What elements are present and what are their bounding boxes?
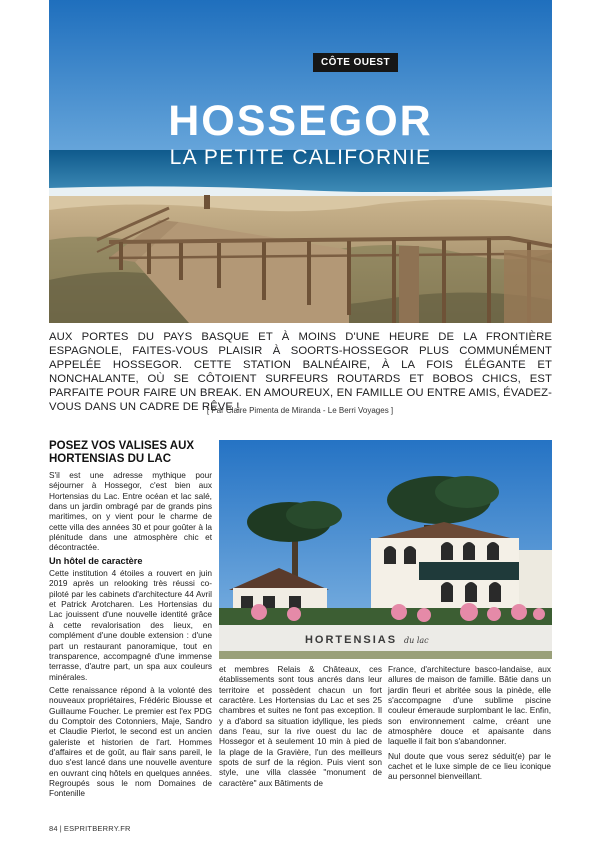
page-subtitle: LA PETITE CALIFORNIE <box>169 146 432 169</box>
article-subheading: Un hôtel de caractère <box>49 555 143 566</box>
page-title: HOSSEGOR <box>168 97 433 145</box>
section-badge: CÔTE OUEST <box>313 53 398 72</box>
intro-text: AUX PORTES DU PAYS BASQUE ET À MOINS D'UNE HEURE DE LA FRONTIÈRE ESPAGNOLE, FAITES-VOUS PLAISIR À SOORTS-HOSSEGOR PLUS COMMUNÉMENT APPELÉE HOSSEGOR. CETTE STATION BALNÉAIRE, À LA FOIS ÉLÉGANTE ET NONCHALANTE, OÙ SE CÔTOIENT SURFEURS ROUTARDS ET BOBOS CHICS, EST PARFAITE POUR FAIRE UN BREAK. EN AMOUREUX, EN FAMILLE OU ENTRE AMIS, ÉVADEZ-VOUS DANS UN CADRE DE RÊVE ! <box>49 331 552 414</box>
article-paragraph: et membres Relais & Châteaux, ces établissements sont tous ancrés dans leur territoire et possèdent chacun un fort caractère. Les Hortensias du Lac et ses 25 chambres et suites ne font pas exception. Il y a d'abord sa situation idyllique, les pieds dans l'eau, sur la rive ouest du lac de Hossegor et à seulement 10 min à pied de la plage de la Gravière, l'un des meilleurs spots de surf de la région. Puis vient son style, une villa classée "monument de caractère" aux Bâtiments de <box>219 664 382 788</box>
hotel-sign-text: HORTENSIAS <box>304 634 398 646</box>
author-credit: [ Par Claire Pimenta de Miranda - Le Berri Voyages ] <box>206 406 394 415</box>
intro-lead <box>49 330 552 415</box>
footer-site: ESPRITBERRY.FR <box>63 824 131 833</box>
section-heading: POSEZ VOS VALISES AUX HORTENSIAS DU LAC <box>49 440 195 465</box>
article-column-1 <box>49 440 212 799</box>
article-paragraph: S'il est une adresse mythique pour séjourner à Hossegor, c'est bien aux Hortensias du Lac. Entre océan et lac salé, dans un jardin ombragé par de grands pins maritimes, on y vient pour le charme de cette villa des années 30 et pour goûter à la plénitude dans une atmosphère chic et décontractée. <box>49 470 212 553</box>
hero-photo <box>49 0 552 323</box>
article-paragraph: Cette institution 4 étoiles a rouvert en juin 2019 après un relooking très réussi co-piloté par les cabinets d'architecture 44 Avril et Patrick Arotcharen. Les Hortensias du Lac jouissent d'une nouvelle identité grâce à cette revalorisation des lieux, en complément d'une double extension : d'une part un restaurant panoramique, tout en transparence, accompagné d'une immense terrasse, d'autre part, un spa aux couleurs minérales. <box>49 568 212 682</box>
article-paragraph: France, d'architecture basco-landaise, aux allures de maison de famille. Bâtie dans un jardin fleuri et abritée sous la pinède, elle s'accompagne d'une sublime piscine couleur émeraude surplombant le lac. Enfin, son environnement calme, créant une atmosphère douce et apaisante dans laquelle il fait bon s'abandonner. <box>388 664 551 747</box>
hotel-photo <box>219 440 552 659</box>
page-number: 84 <box>49 824 58 833</box>
article-column-3 <box>388 664 551 782</box>
hotel-sign-script: du lac <box>404 636 429 645</box>
article-column-2 <box>219 664 382 788</box>
article-paragraph: Cette renaissance répond à la volonté des nouveaux propriétaires, Frédéric Biousse et Guillaume Foucher. Le premier est l'ex PDG du Comptoir des Cotonniers, Maje, Sandro et Claudie Pierlot, le second est un ancien galeriste et historien de l'art. Hommes d'affaires et de goût, au flair sans pareil, le duo s'est lancé dans une nouvelle aventure en ouvrant cinq hôtels en quelques années. Regroupés sous le nom Domaines de Fontenille <box>49 684 212 799</box>
hotel-illustration <box>219 440 552 659</box>
page-footer: 84 | ESPRITBERRY.FR <box>49 824 131 833</box>
article-paragraph: Nul doute que vous serez séduit(e) par le cachet et le luxe simple de ce lieu iconique au personnel bienveillant. <box>388 750 551 782</box>
